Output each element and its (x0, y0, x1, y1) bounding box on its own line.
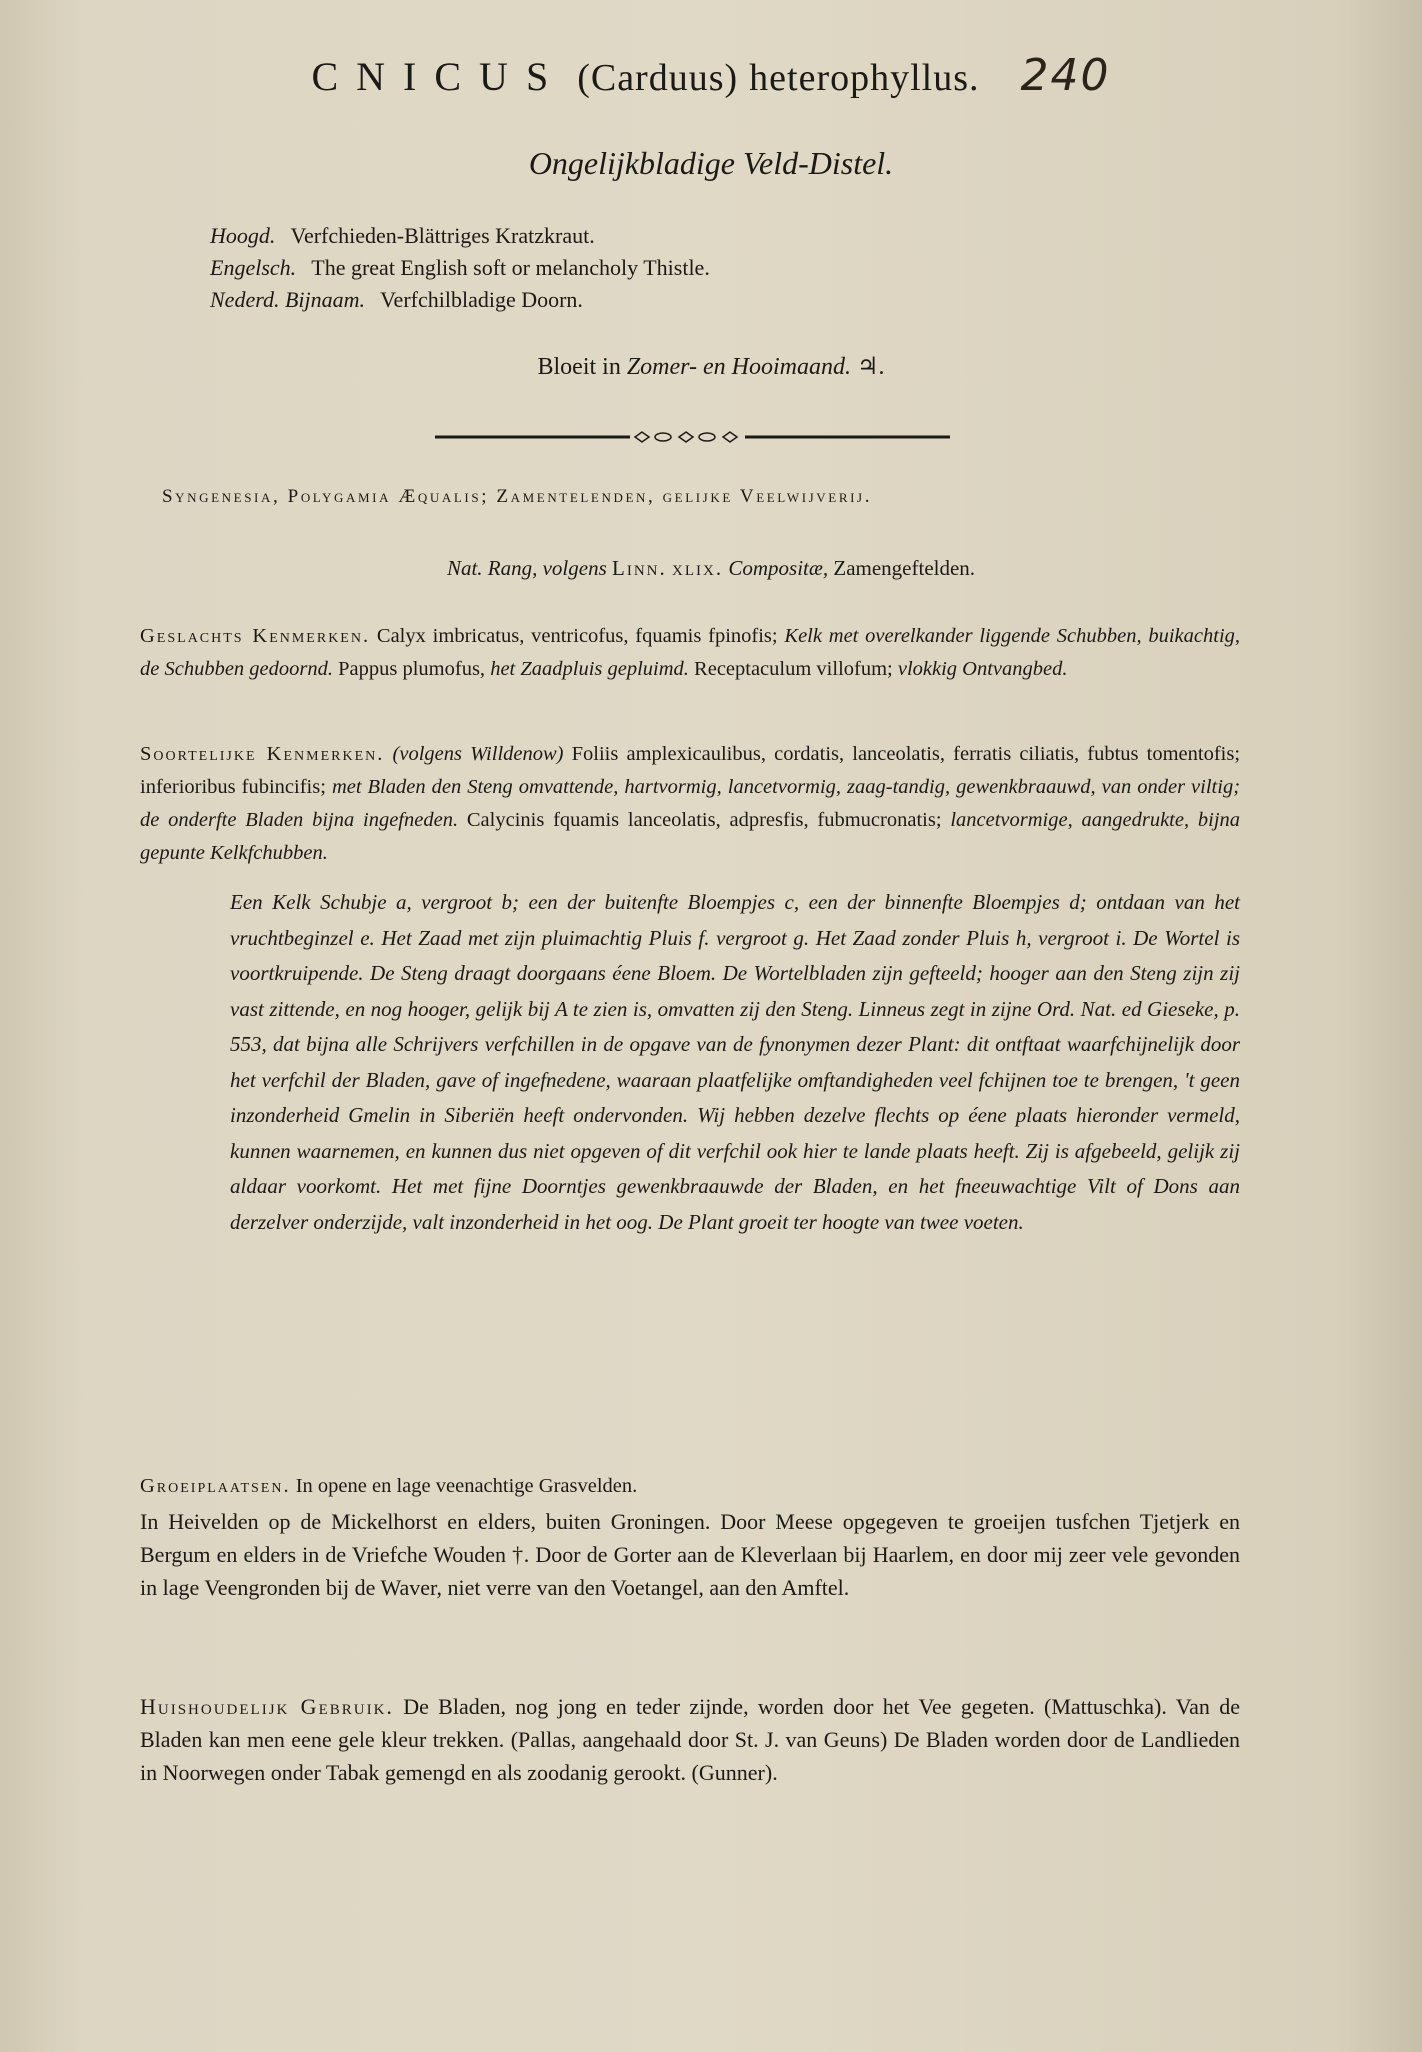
section-heading: Geslachts Kenmerken. (140, 625, 371, 647)
linnaean-class: Syngenesia, Polygamia Æqualis; Zamentelenden, gelijke Veelwijverij. (162, 486, 873, 507)
dutch-text: vlokkig Ontvangbed. (897, 658, 1068, 680)
dutch-common-name: Ongelijkbladige Veld-Distel. (528, 145, 894, 181)
bloom-period (0, 352, 1422, 381)
species-title (0, 50, 1422, 101)
plate-description: Een Kelk Schubje a, vergroot b; een der buitenfte Bloempjes c, een der binnenfte Bloempjes d; ontdaan van het vruchtbeginzel e. Het Zaad met zijn pluimachtig Pluis f. vergroot g. Het Zaad zonder Pluis h, vergroot i. De Wortel is voortkruipende. De Steng draagt doorgaans éene Bloem. De Wortelbladen zijn gefteeld; hooger aan den Steng zijn zij vast zittende, en nog hooger, gelijk bij A te zien is, omvatten zij den Steng. Linneus zegt in zijne Ord. Nat. ed Gieseke, p. 553, dat bijna alle Schrijvers verfchillen in de opgave van de fynonymen dezer Plant: dit ontftaat waarfchijnelijk door het verfchil der Bladen, gave of ingefnedene, waaraan plaatfelijke omftandigheden veel fchijnen toe te brengen, 't geen inzonderheid Gmelin in Siberiën heeft ondervonden. Wij hebben dezelve flechts op éene plaats hieronder vermeld, kunnen waarnemen, en kunnen dus niet opgeven of dit verfchil ook hier te lande plaats heeft. Zij is afgebeeld, gelijk zij aldaar voorkomt. Het met fijne Doorntjes gewenkbraauwde der Bladen, en het fneeuwachtige Vilt of Dons aan derzelver onderzijde, valt inzonderheid in het oog. De Plant groeit ter hoogte van twee voeten. (230, 890, 1240, 1234)
name-label: Engelsch. (210, 255, 297, 280)
bloom-months: Zomer- en Hooimaand. (626, 354, 851, 380)
name-label: Hoogd. (210, 223, 276, 248)
genus-name: CNICUS (311, 54, 567, 99)
habitat-text: In opene en lage veenachtige Grasvelden. (295, 1475, 638, 1497)
section-heading: Groeiplaatsen. (140, 1475, 291, 1497)
source-citation: (volgens Willdenow) (392, 743, 564, 765)
natrang-number: xlix. (672, 556, 724, 580)
name-text: The great English soft or melancholy Thistle. (311, 255, 710, 280)
latin-text: Receptaculum villofum; (694, 658, 893, 680)
subgenus-name: (Carduus) (577, 57, 739, 99)
name-english (210, 252, 710, 284)
latin-text: Calyx imbricatus, ventricofus, fquamis fpinofis; (376, 625, 778, 647)
genus-characters (140, 620, 1240, 686)
natrang-family-dutch: Zamengeftelden. (833, 556, 976, 580)
perennial-symbol: ♃. (857, 354, 885, 380)
vernacular-names (210, 220, 710, 316)
dutch-text: met Bladen den Steng omvattende, hartvormig, lancetvormig, zaag-tandig, gewenkbraauwd, van onder viltig; de onderfte Bladen bijna ingefneden. (140, 776, 1241, 831)
latin-text: Pappus plumofus, (338, 658, 486, 680)
name-dutch-alias (210, 284, 710, 316)
dutch-text: het Zaadpluis gepluimd. (490, 658, 689, 680)
ornamental-rule (435, 430, 950, 444)
section-heading: Soortelijke Kenmerken. (140, 743, 385, 765)
localities: In Heivelden op de Mickelhorst en elders, buiten Groningen. Door Meese opgegeven te groeijen tusfchen Tjetjerk en Bergum en elders in de Vriefche Wouden †. Door de Gorter aan de Kleverlaan bij Haarlem, en door mij zeer vele gevonden in lage Veengronden bij de Waver, niet verre van den Voetangel, aan den Amftel. (140, 1509, 1240, 1600)
name-text: Verfchilbladige Doorn. (380, 287, 583, 312)
natural-order (0, 556, 1422, 581)
name-label: Nederd. Bijnaam. (210, 287, 365, 312)
section-heading: Huishoudelijk Gebruik. (140, 1694, 394, 1719)
name-german (210, 220, 710, 252)
natrang-author: Linn. (612, 556, 667, 580)
dutch-text: lancetvormige, aangedrukte, bijna gepunte Kelkfchubben. (140, 809, 1241, 864)
handwritten-plate-number: 240 (1020, 50, 1111, 101)
species-characters (140, 738, 1240, 870)
natrang-label: Nat. Rang, volgens (446, 556, 607, 580)
species-epithet: heterophyllus. (749, 57, 980, 99)
natrang-family: Compositæ, (728, 556, 829, 580)
household-use-text: De Bladen, nog jong en teder zijnde, worden door het Vee gegeten. (Mattuschka). Van de Bladen kan men eene gele kleur trekken. (Pallas, aangehaald door St. J. van Geuns) De Bladen worden door de Landlieden in Noorwegen onder Tabak gemengd en als zoodanig gerookt. (Gunner). (140, 1694, 1240, 1785)
household-use (140, 1690, 1240, 1789)
name-text: Verfchieden-Blättriges Kratzkraut. (290, 223, 595, 248)
latin-text: Foliis amplexicaulibus, cordatis, lanceolatis, ferratis ciliatis, fubtus tomentofis; inferioribus fubincifis; (140, 743, 1241, 798)
habitat (140, 1470, 1240, 1503)
dutch-text: Kelk met overelkander liggende Schubben, buikachtig, de Schubben gedoornd. (140, 625, 1241, 680)
latin-text: Calycinis fquamis lanceolatis, adpresfis, fubmucronatis; (466, 809, 942, 831)
bloom-prefix: Bloeit in (537, 354, 621, 380)
